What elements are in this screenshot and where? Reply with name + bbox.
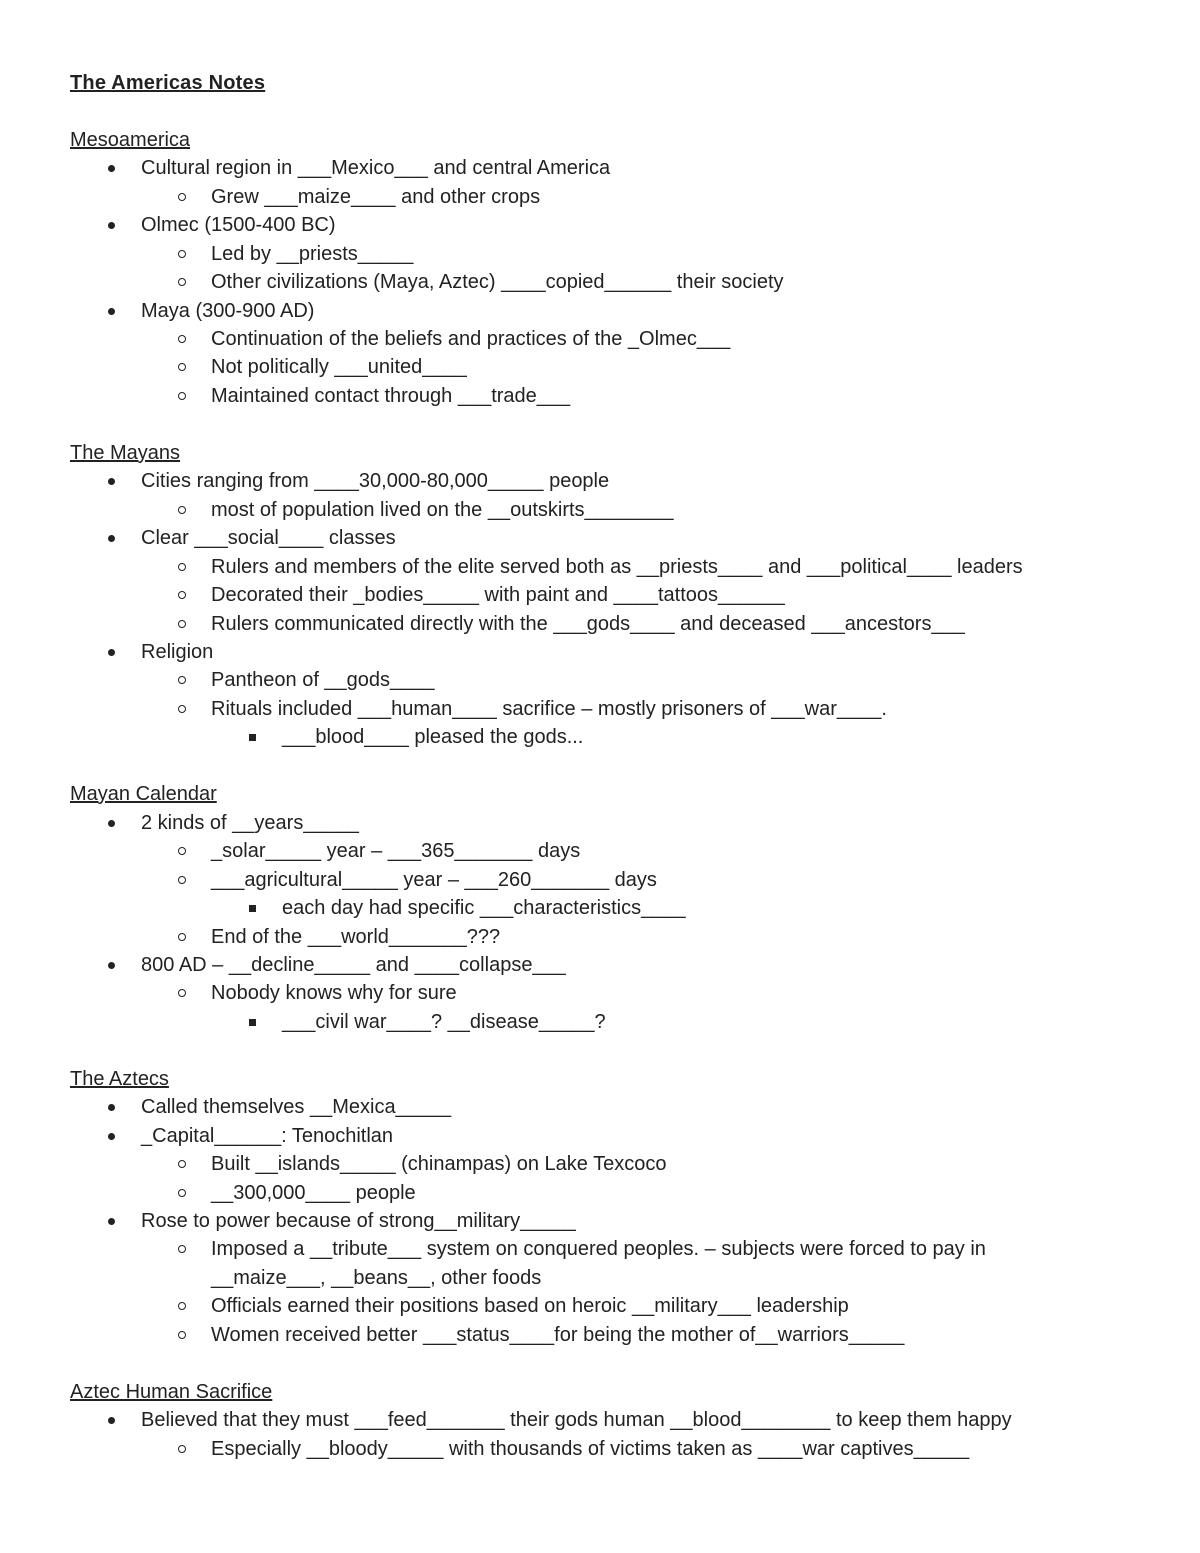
list-item <box>141 154 1200 182</box>
list-item <box>141 1406 1200 1434</box>
list-item <box>282 894 1200 922</box>
bullet-disc-icon <box>108 1406 132 1434</box>
list-item-text: _solar_____ year – ___365_______ days <box>211 840 581 862</box>
list-item <box>141 211 1200 239</box>
list-item-text: Imposed a __tribute___ system on conquered peoples. – subjects were forced to pay in <box>211 1238 986 1260</box>
bullet-circle-icon <box>178 1235 202 1263</box>
list-item-text: Women received better ___status____for being the mother of__warriors_____ <box>211 1324 905 1346</box>
bullet-disc-icon <box>108 1093 132 1121</box>
list-item-text: Grew ___maize____ and other crops <box>211 186 541 208</box>
bullet-circle-icon <box>178 1150 202 1178</box>
bullet-disc-icon <box>108 638 132 666</box>
bullet-disc-icon <box>108 524 132 552</box>
bullet-disc-icon <box>108 809 132 837</box>
bullet-disc-icon <box>108 467 132 495</box>
list-item-text: Decorated their _bodies_____ with paint and ____tattoos______ <box>211 584 785 606</box>
list-item <box>141 297 1200 325</box>
list-item <box>211 1235 1200 1263</box>
list-item-text: _Capital______: Tenochitlan <box>141 1125 394 1147</box>
list-item <box>141 467 1200 495</box>
list-item <box>211 1292 1200 1320</box>
bullet-square-icon <box>249 723 273 751</box>
bullet-circle-icon <box>178 1292 202 1320</box>
bullet-circle-icon <box>178 268 202 296</box>
bullet-circle-icon <box>178 695 202 723</box>
bullet-disc-icon <box>108 1122 132 1150</box>
list-item <box>141 951 1200 979</box>
list-item <box>211 837 1200 865</box>
list-item <box>141 1207 1200 1235</box>
bullet-disc-icon <box>108 211 132 239</box>
list-item-text: Continuation of the beliefs and practices of the _Olmec___ <box>211 328 731 350</box>
list-item <box>211 1150 1200 1178</box>
list-item <box>211 382 1200 410</box>
list-item <box>282 1008 1200 1036</box>
list-item-text: Officials earned their positions based on heroic __military___ leadership <box>211 1295 849 1317</box>
bullet-circle-icon <box>178 382 202 410</box>
list-item-text: Believed that they must ___feed_______ their gods human __blood________ to keep them happy <box>141 1409 1012 1431</box>
list-item-text: Clear ___social____ classes <box>141 527 396 549</box>
list-item-text: Nobody knows why for sure <box>211 982 457 1004</box>
section-heading: The Mayans <box>70 442 181 464</box>
list-item-text: Rulers and members of the elite served both as __priests____ and ___political____ leaders <box>211 556 1023 578</box>
bullet-circle-icon <box>178 979 202 1007</box>
list-item-text: Cities ranging from ____30,000-80,000_____ people <box>141 470 610 492</box>
bullet-square-icon <box>249 894 273 922</box>
list-item-text: Especially __bloody_____ with thousands of victims taken as ____war captives_____ <box>211 1438 970 1460</box>
list-item-text: __300,000____ people <box>211 1182 416 1204</box>
bullet-circle-icon <box>178 866 202 894</box>
list-item-text: Maya (300-900 AD) <box>141 300 315 322</box>
list-item <box>211 923 1200 951</box>
list-item <box>211 496 1200 524</box>
list-item-text: __maize___, __beans__, other foods <box>211 1267 542 1289</box>
list-item-text: Led by __priests_____ <box>211 243 414 265</box>
list-item <box>141 524 1200 552</box>
bullet-circle-icon <box>178 923 202 951</box>
list-item-text: ___blood____ pleased the gods... <box>282 726 584 748</box>
list-item <box>211 581 1200 609</box>
list-item <box>141 809 1200 837</box>
list-item-text: most of population lived on the __outskirts________ <box>211 499 674 521</box>
bullet-circle-icon <box>178 325 202 353</box>
page-title: The Americas Notes <box>70 72 266 94</box>
list-item <box>211 268 1200 296</box>
list-item-text: Pantheon of __gods____ <box>211 669 435 691</box>
list-item <box>211 553 1200 581</box>
list-item-text: Religion <box>141 641 214 663</box>
list-item <box>211 325 1200 353</box>
list-item-text: Rose to power because of strong__military_____ <box>141 1210 576 1232</box>
list-item <box>211 240 1200 268</box>
bullet-circle-icon <box>178 1435 202 1463</box>
list-item <box>282 723 1200 751</box>
list-item <box>211 979 1200 1007</box>
list-item-text: Rituals included ___human____ sacrifice – mostly prisoners of ___war____. <box>211 698 887 720</box>
bullet-circle-icon <box>178 1321 202 1349</box>
list-item-text: Olmec (1500-400 BC) <box>141 214 336 236</box>
bullet-circle-icon <box>178 353 202 381</box>
bullet-circle-icon <box>178 553 202 581</box>
list-item-text: ___civil war____? __disease_____? <box>282 1011 606 1033</box>
list-item-text: Built __islands_____ (chinampas) on Lake Texcoco <box>211 1153 667 1175</box>
list-item <box>141 1122 1200 1150</box>
list-item-text: 2 kinds of __years_____ <box>141 812 359 834</box>
bullet-disc-icon <box>108 154 132 182</box>
bullet-circle-icon <box>178 837 202 865</box>
list-item <box>211 183 1200 211</box>
list-item-text: Rulers communicated directly with the ___gods____ and deceased ___ancestors___ <box>211 613 965 635</box>
list-item-text: Cultural region in ___Mexico___ and central America <box>141 157 611 179</box>
list-item <box>211 666 1200 694</box>
bullet-disc-icon <box>108 951 132 979</box>
list-item <box>141 1093 1200 1121</box>
list-item-text: ___agricultural_____ year – ___260_______ days <box>211 869 657 891</box>
section-heading: The Aztecs <box>70 1068 169 1090</box>
list-item-text: Not politically ___united____ <box>211 356 467 378</box>
list-item-text: 800 AD – __decline_____ and ____collapse___ <box>141 954 566 976</box>
list-item <box>211 1435 1200 1463</box>
bullet-circle-icon <box>178 183 202 211</box>
bullet-circle-icon <box>178 496 202 524</box>
bullet-disc-icon <box>108 1207 132 1235</box>
bullet-circle-icon <box>178 666 202 694</box>
list-item <box>211 866 1200 894</box>
list-item <box>211 1321 1200 1349</box>
section-heading: Aztec Human Sacrifice <box>70 1381 273 1403</box>
list-item <box>211 695 1200 723</box>
bullet-circle-icon <box>178 610 202 638</box>
bullet-circle-icon <box>178 240 202 268</box>
section-heading: Mesoamerica <box>70 129 191 151</box>
list-item-text: End of the ___world_______??? <box>211 926 501 948</box>
list-item-text: Other civilizations (Maya, Aztec) ____copied______ their society <box>211 271 784 293</box>
list-item <box>211 353 1200 381</box>
bullet-disc-icon <box>108 297 132 325</box>
bullet-circle-icon <box>178 1179 202 1207</box>
list-item-text: Maintained contact through ___trade___ <box>211 385 571 407</box>
bullet-circle-icon <box>178 581 202 609</box>
list-item <box>211 1264 1200 1292</box>
list-item <box>141 638 1200 666</box>
section-heading: Mayan Calendar <box>70 783 217 805</box>
list-item-text: Called themselves __Mexica_____ <box>141 1096 452 1118</box>
list-item-text: each day had specific ___characteristics____ <box>282 897 686 919</box>
bullet-square-icon <box>249 1008 273 1036</box>
list-item <box>211 1179 1200 1207</box>
list-item <box>211 610 1200 638</box>
